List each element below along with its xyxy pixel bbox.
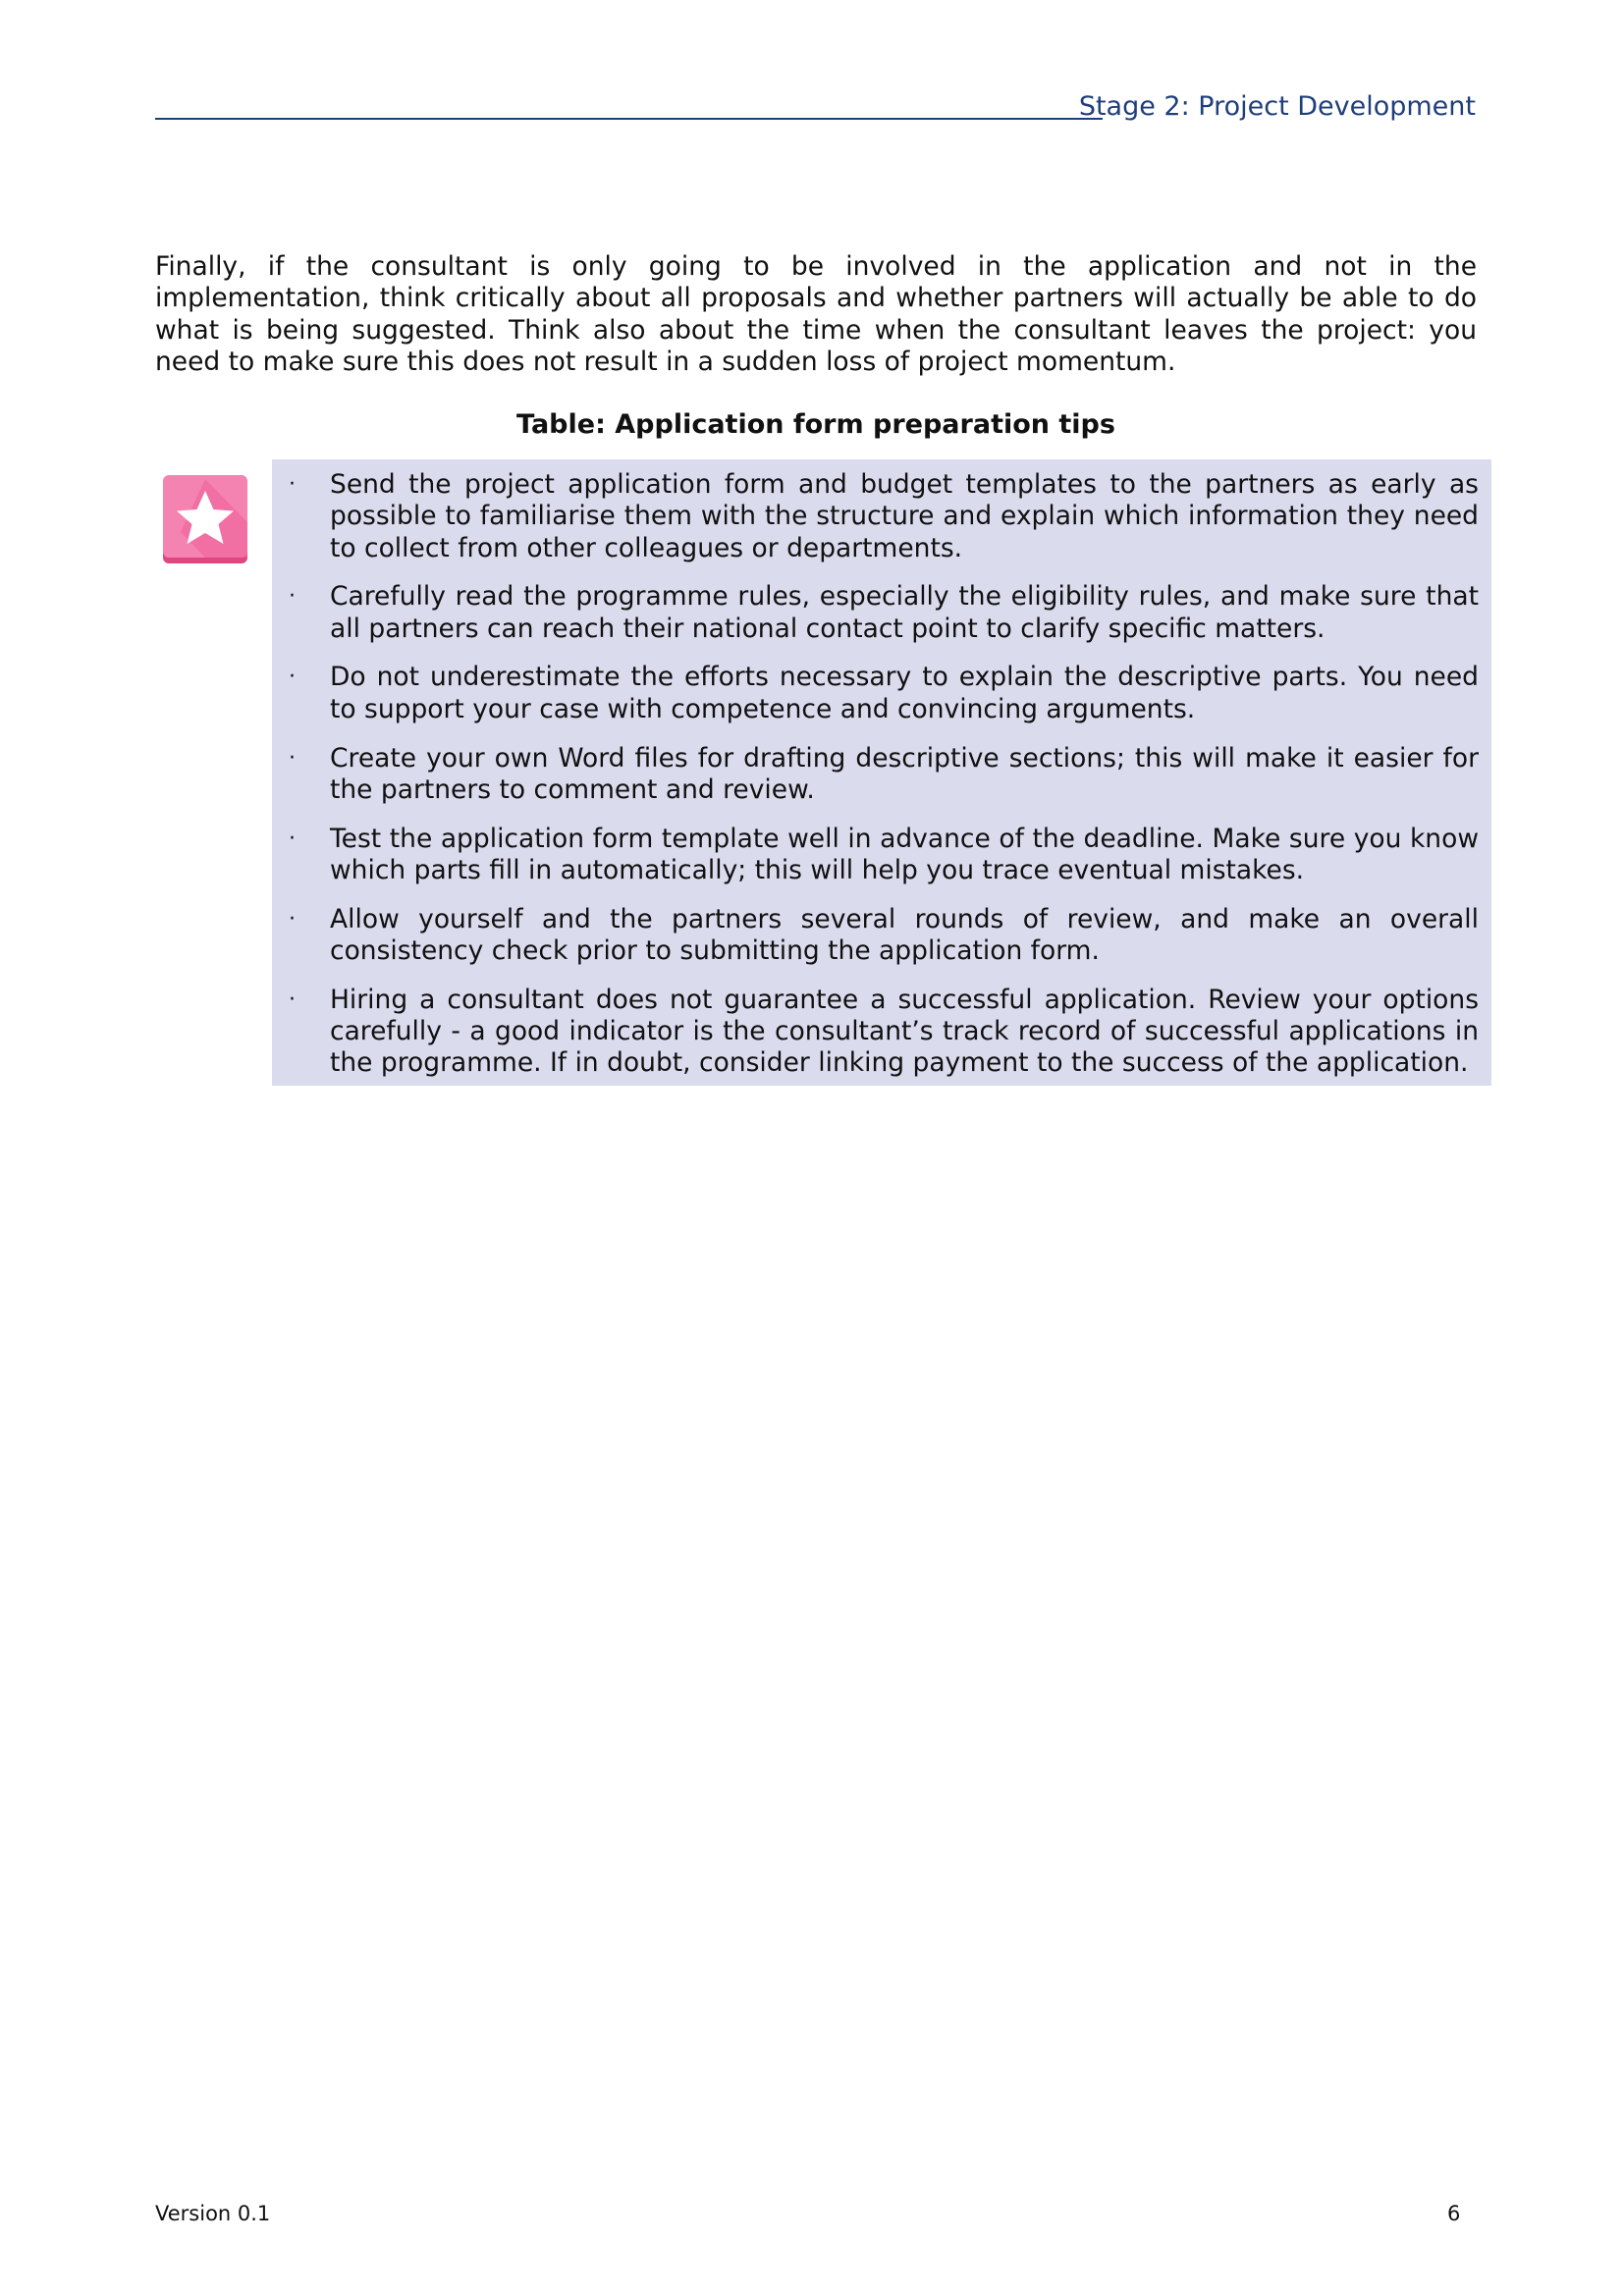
bullet-icon: · (289, 826, 296, 851)
star-icon (161, 473, 249, 563)
tip-item (272, 743, 1479, 807)
footer-version: Version 0.1 (155, 2202, 271, 2225)
tips-table (272, 459, 1491, 1086)
bullet-icon: · (289, 584, 296, 610)
intro-paragraph: Finally, if the consultant is only going to be involved in the application and not in the implementation, think critically about all proposals and whether partners will actually be able to do what is being suggested. Think also about the time when the consultant leaves the project: you need to make sure this does not result in a sudden loss of project momentum. (155, 251, 1477, 377)
page-header (155, 86, 1476, 122)
tip-item (272, 824, 1479, 887)
tip-text: Do not underestimate the efforts necessary to explain the descriptive parts. You need to support your case with competence and convincing arguments. (330, 662, 1479, 724)
tip-text: Test the application form template well in advance of the deadline. Make sure you know which parts fill in automatically; this will help you trace eventual mistakes. (330, 823, 1479, 885)
tip-text: Allow yourself and the partners several rounds of review, and make an overall consistency check prior to submitting the application form. (330, 903, 1479, 967)
table-caption: Table: Application form preparation tips (516, 409, 1115, 440)
bullet-icon: · (289, 906, 296, 932)
page-number: 6 (1447, 2202, 1461, 2225)
bullet-icon: · (289, 665, 296, 690)
tip-item (272, 469, 1479, 564)
tip-item (272, 662, 1479, 725)
tip-text: Send the project application form and budget templates to the partners as early as possible to familiarise them with the structure and explain which information they need to collect from other colleagues or departments. (330, 469, 1479, 563)
tip-text: Create your own Word files for drafting descriptive sections; this will make it easier for the partners to comment and review. (330, 742, 1479, 805)
bullet-icon: · (289, 987, 296, 1012)
tip-text: Carefully read the programme rules, especially the eligibility rules, and make sure that all partners can reach their national contact point to clarify specific matters. (330, 581, 1479, 644)
bullet-icon: · (289, 745, 296, 771)
tip-item (272, 581, 1479, 645)
bullet-icon: · (289, 472, 296, 497)
tips-list (272, 469, 1479, 1080)
tip-item (272, 904, 1479, 968)
section-title: Stage 2: Project Development (1078, 91, 1476, 122)
tip-text: Hiring a consultant does not guarantee a successful application. Review your options carefully - a good indicator is the consultant’s track record of successful applications in the programme. If in doubt, consider linking payment to the success of the application. (330, 984, 1479, 1079)
tip-item (272, 985, 1479, 1080)
header-rule (155, 118, 1103, 120)
